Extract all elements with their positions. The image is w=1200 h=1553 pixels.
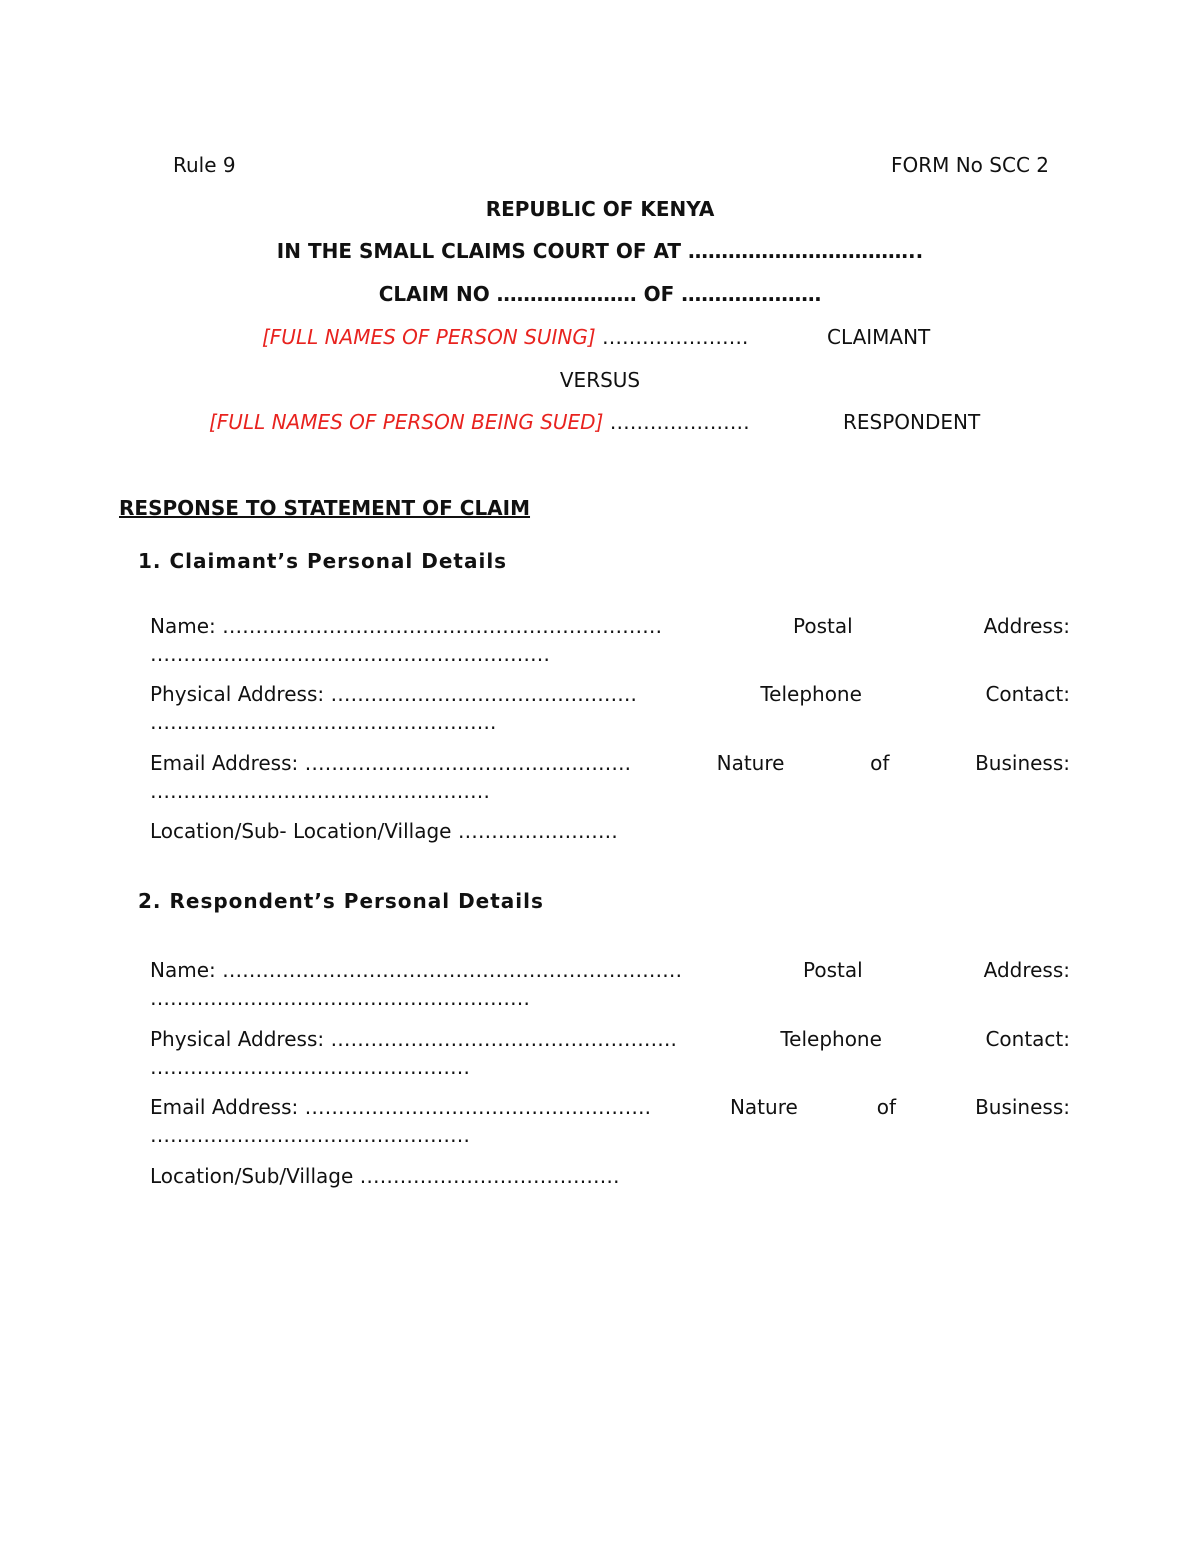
contact-label: Contact: [985,1027,1070,1051]
claimant-name-field [150,614,662,638]
respondent-physical-row [150,1027,1070,1051]
form-number: FORM No SCC 2 [890,153,1049,177]
respondent-email-row [150,1095,1070,1119]
postal-label: Postal [793,614,853,638]
email-dots: …………………………………………. [304,751,631,775]
name-label: Name: [150,614,216,638]
respondent-placeholder: [FULL NAMES OF PERSON BEING SUED] [209,410,604,434]
claimant-physical-row [150,682,1070,706]
claimant-line [262,325,748,349]
physical-address-dots: ……………………………………………. [330,1027,677,1051]
telephone-label: Telephone [780,1027,882,1051]
respondent-label: RESPONDENT [843,410,981,434]
claimant-placeholder: [FULL NAMES OF PERSON SUING] [262,325,596,349]
claimant-physical-field [150,682,637,706]
address-label: Address: [983,958,1071,982]
respondent-name-field [150,958,682,982]
nature-label: Nature [729,1095,798,1119]
claimant-contact-dots: ……………………………………………. [150,710,497,734]
republic-title: REPUBLIC OF KENYA [485,197,715,221]
name-dots: …………………………………………………………… [222,958,683,982]
physical-address-label: Physical Address: [150,682,325,706]
rule-label: Rule 9 [173,153,236,177]
email-label: Email Address: [150,751,299,775]
court-title: IN THE SMALL CLAIMS COURT OF AT …………………………….. [276,239,924,263]
respondent-business-dots: ………………………………………… [150,1123,470,1147]
business-label: Business: [975,1095,1070,1119]
versus-label: VERSUS [559,368,641,392]
claim-number: CLAIM NO ………………… OF ………………… [378,282,822,306]
respondent-physical-field [150,1027,677,1051]
claimant-business-dots: …………………………………………… [150,779,490,803]
claimant-email-row [150,751,1070,775]
respondent-name-row [150,958,1070,982]
claimant-details-heading: 1. Claimant’s Personal Details [138,549,508,573]
physical-address-label: Physical Address: [150,1027,325,1051]
respondent-contact-dots: ………………………………………… [150,1055,470,1079]
address-label: Address: [983,614,1071,638]
respondent-line [209,410,750,434]
section-title: RESPONSE TO STATEMENT OF CLAIM [119,496,531,520]
claimant-location: Location/Sub- Location/Village …………………… [150,819,618,843]
physical-address-dots: ………………………………………. [330,682,637,706]
postal-label: Postal [803,958,863,982]
respondent-email-field [150,1095,651,1119]
claimant-name-row [150,614,1070,638]
claimant-label: CLAIMANT [827,325,931,349]
email-label: Email Address: [150,1095,299,1119]
nature-label: Nature [716,751,785,775]
contact-label: Contact: [985,682,1070,706]
respondent-dots: ………………… [609,410,750,434]
claimant-email-field [150,751,631,775]
respondent-address-dots: ………………………………………………… [150,986,530,1010]
respondent-details-heading: 2. Respondent’s Personal Details [138,889,544,913]
telephone-label: Telephone [760,682,862,706]
claimant-dots: …………………. [601,325,749,349]
business-label: Business: [975,751,1071,775]
respondent-location: Location/Sub/Village ………………………………… [150,1164,620,1188]
claimant-address-dots: …………………………………………………… [150,642,550,666]
email-dots: ……………………………………………. [304,1095,651,1119]
of-label: of [870,751,890,775]
name-label: Name: [150,958,216,982]
name-dots: ………………………………………………………… [222,614,663,638]
of-label: of [876,1095,897,1119]
